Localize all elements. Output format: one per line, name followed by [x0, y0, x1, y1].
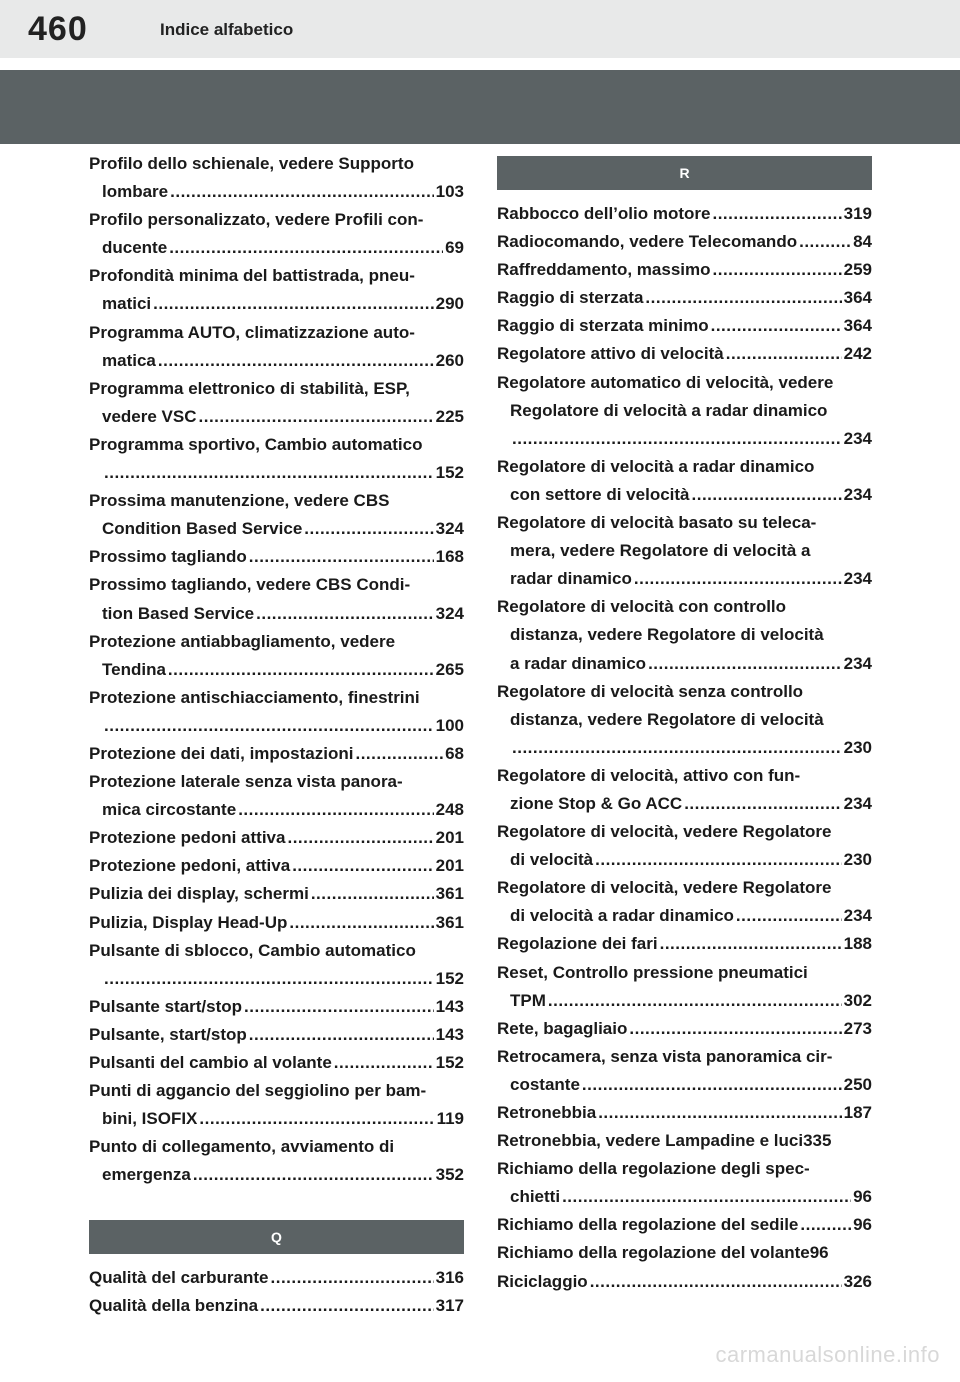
index-entry [497, 312, 872, 340]
page-reference[interactable]: 152 [435, 1053, 464, 1072]
dot-leader [629, 1015, 841, 1043]
index-entry-text: Protezione antiabbagliamento, vedere [89, 631, 396, 651]
dot-leader [238, 796, 433, 824]
page-reference[interactable]: 361 [435, 912, 464, 932]
index-entry-text: Profilo personalizzato, vedere Profili con- [89, 210, 424, 230]
index-entry-text: Profilo dello schienale, vedere Supporto [89, 154, 414, 173]
index-entry [89, 909, 464, 937]
index-entry-text: Protezione pedoni attiva [89, 828, 286, 848]
index-entry-text: radar dinamico [510, 569, 632, 589]
index-entry-text: chietti [510, 1187, 561, 1207]
index-entry [497, 1239, 872, 1267]
dot-leader [292, 852, 433, 880]
dot-leader [660, 930, 842, 958]
dot-leader [104, 712, 434, 740]
index-entry-text: Programma elettronico di stabilità, ESP, [89, 378, 410, 398]
index-entry [89, 487, 464, 543]
page-reference[interactable]: 152 [435, 968, 464, 988]
dot-leader [193, 1161, 434, 1189]
page-reference[interactable]: 234 [843, 428, 872, 448]
index-entry-text: Reset, Controllo pressione pneumatici [497, 962, 808, 982]
page-reference[interactable]: 188 [843, 934, 872, 954]
index-entry [89, 852, 464, 880]
dot-leader [736, 902, 842, 930]
page-number: 460 [28, 10, 88, 48]
index-entry-text: Protezione antischiacciamento, finestrini [89, 687, 420, 707]
page-reference[interactable]: 352 [435, 1165, 464, 1185]
dot-leader [249, 543, 434, 571]
index-entry-text: Regolatore di velocità a radar dinamico [510, 400, 828, 420]
header-band [0, 70, 960, 144]
page-reference[interactable]: 96 [853, 1187, 872, 1207]
dot-leader [158, 347, 434, 375]
dot-leader [648, 650, 842, 678]
index-entry-text: di velocità a radar dinamico [510, 906, 734, 926]
index-entry-text: Tendina [102, 659, 166, 679]
index-entry-text: Retrocamera, senza vista panoramica cir- [497, 1046, 833, 1066]
index-entry-text: TPM [510, 990, 546, 1010]
page-reference[interactable]: 259 [843, 260, 872, 280]
index-entry-text: Pulsante, start/stop [89, 1024, 247, 1044]
index-entry-text: Raggio di sterzata [497, 288, 644, 308]
index-entry [497, 1015, 872, 1043]
page-reference[interactable]: 248 [435, 800, 464, 820]
page-reference[interactable]: 234 [843, 484, 872, 504]
page-reference[interactable]: 324 [435, 603, 464, 623]
index-entry [89, 1292, 464, 1320]
dot-leader [512, 734, 842, 762]
index-entry [89, 1049, 464, 1077]
index-entry [497, 200, 872, 228]
dot-leader [634, 565, 842, 593]
page-reference[interactable]: 143 [435, 1024, 464, 1044]
dot-leader [304, 515, 433, 543]
section-header-r: R [497, 156, 872, 190]
index-entry [89, 684, 464, 740]
index-entry-text: Protezione pedoni, attiva [89, 856, 291, 876]
index-entry [497, 1268, 872, 1296]
index-entry-text: distanza, vedere Regolatore di velocità [510, 709, 824, 729]
index-entry-text: Rete, bagagliaio [497, 1018, 628, 1038]
page-reference[interactable]: 317 [435, 1296, 464, 1316]
index-entry-text: Punto di collegamento, avviamento di [89, 1137, 395, 1157]
index-entry-text: di velocità [510, 850, 594, 870]
dot-leader [104, 459, 434, 487]
page-reference[interactable]: 119 [436, 1109, 464, 1129]
index-entry-text: Profondità minima del battistrada, pneu- [89, 266, 415, 286]
page-reference[interactable]: 201 [435, 828, 464, 848]
page-reference[interactable]: 234 [843, 569, 872, 589]
index-entry-text: ducente [102, 238, 168, 258]
dot-leader [512, 425, 842, 453]
index-entry-text: Pulsante di sblocco, Cambio automatico [89, 940, 416, 960]
index-entry-text: Qualità del carburante [89, 1268, 269, 1287]
page-reference[interactable]: 273 [843, 1018, 872, 1038]
index-entry-text: Radiocomando, vedere Telecomando [497, 232, 798, 252]
dot-leader [355, 740, 443, 768]
index-entry-text: Regolatore di velocità, vedere Regolatore [497, 822, 832, 842]
index-entry-text: Programma sportivo, Cambio automatico [89, 434, 423, 454]
dot-leader [713, 256, 842, 284]
index-entry [89, 880, 464, 908]
header-bar [0, 0, 960, 58]
page-reference[interactable]: 361 [435, 884, 464, 904]
index-entry [89, 262, 464, 318]
page-reference[interactable]: 230 [843, 850, 872, 870]
index-entry [89, 740, 464, 768]
index-entry [89, 431, 464, 487]
dot-leader [104, 965, 434, 993]
index-entry-text: Pulizia dei display, schermi [89, 884, 309, 904]
index-entry [497, 930, 872, 958]
index-entry-text: Regolatore di velocità a radar dinamico [497, 456, 815, 476]
index-entry-text: mica circostante [102, 800, 237, 820]
page-reference[interactable]: 230 [843, 737, 872, 757]
page-reference[interactable]: 143 [435, 996, 464, 1016]
index-entry [89, 1021, 464, 1049]
dot-leader [548, 987, 842, 1015]
dot-leader [799, 228, 851, 256]
index-entry-text: Regolatore di velocità basato su teleca- [497, 513, 817, 533]
index-entry-text: Regolatore di velocità, vedere Regolatore [497, 878, 832, 898]
index-entry-text: distanza, vedere Regolatore di velocità [510, 625, 824, 645]
page-reference[interactable]: 187 [843, 1103, 872, 1122]
page-title: Indice alfabetico [160, 20, 294, 39]
index-entry [497, 453, 872, 509]
index-entry-text: Regolatore automatico di velocità, vedere [497, 372, 834, 392]
dot-leader [562, 1183, 851, 1211]
dot-leader [598, 1099, 841, 1127]
index-entry [497, 1127, 872, 1155]
index-entry [497, 228, 872, 256]
page-reference[interactable]: 96 [809, 1243, 829, 1263]
index-entry [497, 1099, 872, 1127]
index-entry-text: mera, vedere Regolatore di velocità a [510, 541, 811, 561]
index-entry-text: Qualità della benzina [89, 1296, 259, 1316]
index-entry-text: bini, ISOFIX [102, 1109, 198, 1129]
page-reference[interactable]: 260 [435, 350, 464, 370]
index-entry-text: Richiamo della regolazione degli spec- [497, 1159, 810, 1179]
page-reference[interactable]: 152 [435, 463, 464, 483]
index-entry-text: Prossima manutenzione, vedere CBS [89, 491, 390, 511]
page-reference[interactable]: 168 [435, 547, 464, 567]
page-reference[interactable]: 265 [435, 659, 464, 679]
index-entry-text: Raggio di sterzata minimo [497, 316, 709, 336]
dot-leader [311, 880, 434, 908]
dot-leader [260, 1292, 434, 1320]
index-entry-text: Pulsante start/stop [89, 996, 243, 1016]
dot-leader [582, 1071, 842, 1099]
index-entry-text: Regolatore di velocità senza controllo [497, 681, 804, 701]
index-entry-text: Regolatore di velocità, attivo con fun- [497, 765, 801, 785]
dot-leader [590, 1268, 842, 1296]
section-header-q: Q [89, 1220, 464, 1254]
index-entry [89, 824, 464, 852]
page-reference[interactable]: 69 [445, 238, 464, 258]
page-reference[interactable]: 302 [843, 990, 872, 1010]
dot-leader [256, 600, 434, 628]
dot-leader [170, 178, 433, 206]
index-entry-text: Retronebbia, vedere Lampadine e luci [497, 1131, 804, 1151]
index-column-left [89, 150, 464, 1189]
index-entry [497, 1211, 872, 1239]
page-reference[interactable]: 324 [435, 519, 464, 539]
dot-leader [244, 993, 434, 1021]
index-entry [89, 571, 464, 627]
index-entry [89, 206, 464, 262]
index-entry [89, 768, 464, 824]
index-entry [497, 1043, 872, 1099]
page-reference[interactable]: 335 [803, 1131, 832, 1151]
page-reference[interactable]: 319 [843, 204, 872, 223]
index-entry-text: lombare [102, 182, 169, 202]
page-reference[interactable]: 234 [843, 653, 872, 673]
index-entry [89, 628, 464, 684]
dot-leader [287, 824, 433, 852]
dot-leader [169, 234, 443, 262]
index-entry [497, 1155, 872, 1211]
index-entry [89, 543, 464, 571]
index-entry [89, 1133, 464, 1189]
dot-leader [249, 1021, 434, 1049]
index-entry [497, 593, 872, 677]
index-entry-text: zione Stop & Go ACC [510, 793, 683, 813]
index-entry-text: Regolazione dei fari [497, 934, 658, 954]
index-entry-text: Prossimo tagliando [89, 547, 247, 567]
index-entry [497, 284, 872, 312]
dot-leader [692, 481, 842, 509]
index-entry-text: Rabbocco dell’olio motore [497, 204, 711, 223]
dot-leader [645, 284, 841, 312]
index-entry [497, 959, 872, 1015]
index-entry-text: con settore di velocità [510, 484, 690, 504]
dot-leader [334, 1049, 434, 1077]
index-entry-text: Pulsanti del cambio al volante [89, 1053, 332, 1072]
index-entry [89, 1077, 464, 1133]
page-reference[interactable]: 364 [843, 288, 872, 308]
index-list-q [89, 1264, 464, 1320]
index-entry [497, 340, 872, 368]
page-reference[interactable]: 250 [843, 1074, 872, 1094]
index-column-right [497, 200, 872, 1296]
index-entry [89, 319, 464, 375]
watermark: carmanualsonline.info [715, 1342, 940, 1367]
dot-leader [271, 1264, 434, 1292]
dot-leader [712, 200, 841, 228]
dot-leader [153, 290, 433, 318]
index-entry [497, 256, 872, 284]
page-reference[interactable]: 84 [853, 232, 872, 252]
page-reference[interactable]: 326 [843, 1271, 872, 1291]
index-entry [497, 509, 872, 593]
dot-leader [199, 403, 434, 431]
dot-leader [711, 312, 842, 340]
index-entry [497, 874, 872, 930]
page-reference[interactable]: 364 [843, 316, 872, 336]
page-reference[interactable]: 68 [445, 743, 464, 763]
dot-leader [684, 790, 841, 818]
page-reference[interactable]: 100 [435, 715, 464, 735]
index-entry [89, 150, 464, 206]
index-entry [89, 993, 464, 1021]
index-entry [89, 937, 464, 993]
dot-leader [726, 340, 842, 368]
dot-leader [289, 909, 433, 937]
index-entry-text: Richiamo della regolazione del sedile [497, 1215, 799, 1235]
index-entry-text: a radar dinamico [510, 653, 647, 673]
page-reference[interactable]: 225 [435, 406, 464, 426]
index-entry-text: tion Based Service [102, 603, 255, 623]
index-entry [89, 375, 464, 431]
index-entry-text: Programma AUTO, climatizzazione auto- [89, 322, 415, 342]
page-reference[interactable]: 242 [843, 344, 872, 364]
index-entry [89, 1264, 464, 1292]
page-reference[interactable]: 96 [853, 1215, 872, 1235]
page-reference[interactable]: 316 [435, 1268, 464, 1287]
index-entry-text: Regolatore di velocità con controllo [497, 597, 787, 617]
page-reference[interactable]: 103 [435, 182, 464, 202]
index-entry [497, 762, 872, 818]
dot-leader [800, 1211, 851, 1239]
dot-leader [595, 846, 841, 874]
index-entry-text: Prossimo tagliando, vedere CBS Condi- [89, 575, 411, 595]
index-entry-text: costante [510, 1074, 580, 1094]
index-entry-text: matica [102, 350, 156, 370]
index-entry-text: Riciclaggio [497, 1271, 588, 1291]
dot-leader [199, 1105, 434, 1133]
index-entry-text: Punti di aggancio del seggiolino per bam- [89, 1081, 427, 1101]
index-entry-text: Retronebbia [497, 1103, 597, 1122]
page-reference[interactable]: 234 [843, 906, 872, 926]
index-entry-text: Pulizia, Display Head-Up [89, 912, 288, 932]
index-entry-text: Richiamo della regolazione del volante [497, 1243, 810, 1263]
index-entry-text: Protezione laterale senza vista panora- [89, 772, 403, 792]
index-entry [497, 369, 872, 453]
index-entry [497, 678, 872, 762]
index-entry-text: Protezione dei dati, impostazioni [89, 743, 354, 763]
page-reference[interactable]: 234 [843, 793, 872, 813]
index-entry-text: vedere VSC [102, 406, 197, 426]
index-entry-text: Condition Based Service [102, 519, 303, 539]
index-entry-text: emergenza [102, 1165, 191, 1185]
index-entry-text: Raffreddamento, massimo [497, 260, 711, 280]
page-reference[interactable]: 290 [435, 294, 464, 314]
index-entry-text: Regolatore attivo di velocità [497, 344, 724, 364]
index-entry-text: matici [102, 294, 152, 314]
page-reference[interactable]: 201 [435, 856, 464, 876]
dot-leader [168, 656, 434, 684]
index-entry [497, 818, 872, 874]
